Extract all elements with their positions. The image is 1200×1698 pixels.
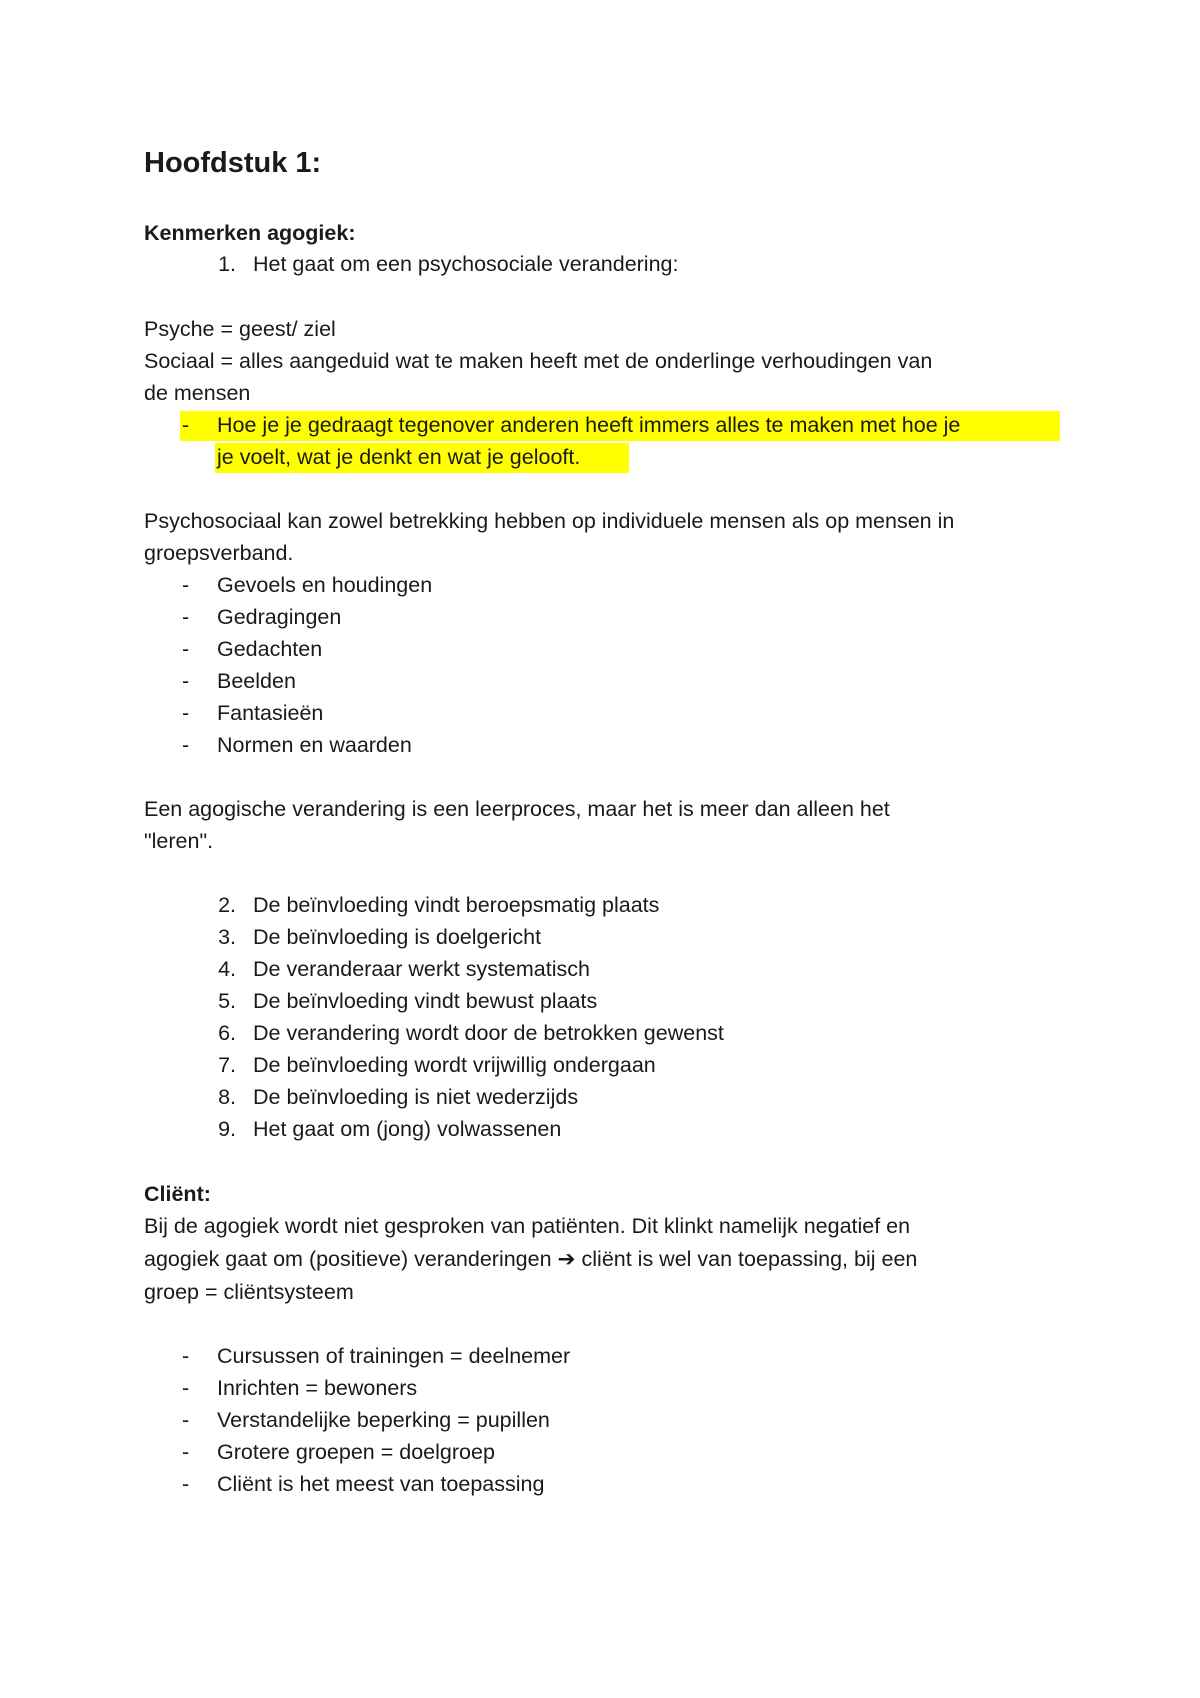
list-item: Fantasieën [217, 701, 324, 725]
list-item-text: Het gaat om een psychosociale verandering: [253, 252, 679, 276]
list-item-text: De beïnvloeding wordt vrijwillig ondergaan [253, 1053, 656, 1077]
list-number: 3. [218, 925, 236, 949]
list-number: 6. [218, 1021, 236, 1045]
paragraph-client-line2 [144, 1244, 917, 1274]
bullet-dash: - [182, 701, 190, 725]
bullet-dash: - [182, 669, 190, 693]
paragraph-client-line2-b: cliënt is wel van toepassing, bij een [575, 1247, 918, 1271]
bullet-dash: - [182, 733, 190, 757]
bullet-dash: - [182, 1472, 190, 1496]
page-title: Hoofdstuk 1: [144, 147, 322, 179]
list-item: Verstandelijke beperking = pupillen [217, 1408, 550, 1432]
bullet-dash: - [182, 413, 190, 437]
list-item: Cursussen of trainingen = deelnemer [217, 1344, 571, 1368]
list-item: Gevoels en houdingen [217, 573, 433, 597]
list-item: Normen en waarden [217, 733, 412, 757]
paragraph-leren-line2: "leren". [144, 829, 214, 853]
highlighted-text-line1: Hoe je je gedraagt tegenover anderen heeft immers alles te maken met hoe je [217, 413, 961, 437]
list-item-text: De verandering wordt door de betrokken gewenst [253, 1021, 724, 1045]
list-item-text: De beïnvloeding vindt beroepsmatig plaats [253, 893, 660, 917]
list-item: Cliënt is het meest van toepassing [217, 1472, 545, 1496]
paragraph-client-line2-a: agogiek gaat om (positieve) veranderingen [144, 1247, 558, 1271]
paragraph-psyche: Psyche = geest/ ziel [144, 317, 336, 341]
list-item-text: De beïnvloeding is doelgericht [253, 925, 542, 949]
paragraph-psychosociaal-line2: groepsverband. [144, 541, 294, 565]
section-title-kenmerken: Kenmerken agogiek: [144, 221, 356, 245]
list-number: 9. [218, 1117, 236, 1141]
list-item-text: De veranderaar werkt systematisch [253, 957, 590, 981]
list-item-text: De beïnvloeding vindt bewust plaats [253, 989, 598, 1013]
bullet-dash: - [182, 1376, 190, 1400]
highlighted-text-line2: je voelt, wat je denkt en wat je gelooft. [217, 445, 581, 469]
list-item-text: De beïnvloeding is niet wederzijds [253, 1085, 579, 1109]
arrow-right-icon: ➔ [557, 1247, 576, 1271]
bullet-dash: - [182, 1344, 190, 1368]
list-number: 8. [218, 1085, 236, 1109]
list-item: Grotere groepen = doelgroep [217, 1440, 495, 1464]
list-item: Inrichten = bewoners [217, 1376, 418, 1400]
bullet-dash: - [182, 605, 190, 629]
paragraph-sociaal-line2: de mensen [144, 381, 251, 405]
list-item: Beelden [217, 669, 296, 693]
paragraph-psychosociaal-line1: Psychosociaal kan zowel betrekking hebben op individuele mensen als op mensen in [144, 509, 955, 533]
section-title-client: Cliënt: [144, 1182, 211, 1206]
list-item: Gedragingen [217, 605, 342, 629]
paragraph-client-line1: Bij de agogiek wordt niet gesproken van patiënten. Dit klinkt namelijk negatief en [144, 1214, 911, 1238]
list-number: 4. [218, 957, 236, 981]
list-number: 7. [218, 1053, 236, 1077]
list-number: 2. [218, 893, 236, 917]
bullet-dash: - [182, 1408, 190, 1432]
paragraph-sociaal-line1: Sociaal = alles aangeduid wat te maken heeft met de onderlinge verhoudingen van [144, 349, 933, 373]
bullet-dash: - [182, 573, 190, 597]
paragraph-leren-line1: Een agogische verandering is een leerproces, maar het is meer dan alleen het [144, 797, 890, 821]
bullet-dash: - [182, 637, 190, 661]
bullet-dash: - [182, 1440, 190, 1464]
paragraph-client-line3: groep = cliëntsysteem [144, 1280, 354, 1304]
list-number: 1. [218, 252, 236, 276]
list-item: Gedachten [217, 637, 323, 661]
list-item-text: Het gaat om (jong) volwassenen [253, 1117, 562, 1141]
list-number: 5. [218, 989, 236, 1013]
